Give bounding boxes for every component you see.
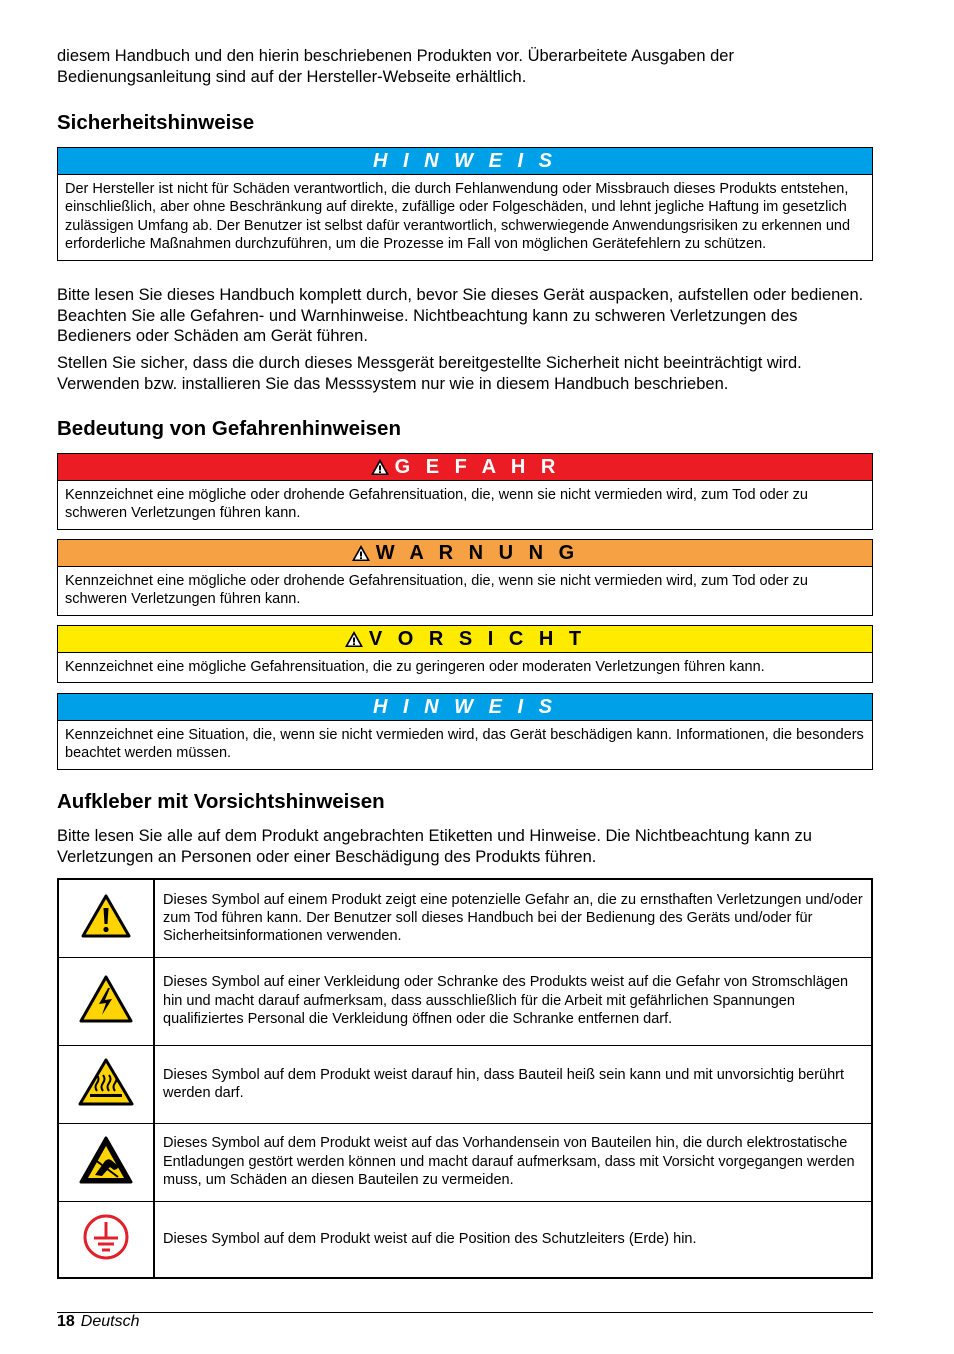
table-row bbox=[58, 1123, 872, 1201]
page-number: 18 bbox=[57, 1313, 75, 1330]
general-warning-icon bbox=[80, 893, 132, 939]
warning-triangle-icon bbox=[344, 630, 364, 648]
symbol-description: Dieses Symbol auf einer Verkleidung oder Schranke des Produkts weist auf die Gefahr von Stromschlägen hin und macht darauf aufmerksam, dass ausschließlich für die Arbeit mit gefährlichen Spannungen qualifiziertes Personal die Verkleidung öffnen oder die Schranke entfernen darf. bbox=[154, 957, 872, 1045]
footer-language: Deutsch bbox=[80, 1313, 140, 1330]
danger-box bbox=[57, 453, 873, 530]
danger-header bbox=[58, 454, 872, 481]
notice-header: H I N W E I S bbox=[58, 694, 872, 721]
symbol-cell bbox=[58, 1123, 154, 1201]
hot-surface-icon bbox=[77, 1057, 135, 1107]
notice-box-hinweis-1 bbox=[57, 147, 873, 261]
page-footer bbox=[57, 1313, 140, 1331]
paragraph-read-manual: Bitte lesen Sie dieses Handbuch komplett durch, bevor Sie dieses Gerät auspacken, aufstellen oder bedienen. Beachten Sie alle Gefahren- und Warnhinweise. Nichtbeachtung kann zu schweren Verletzungen des Bedieners oder Schäden am Gerät führen. bbox=[57, 286, 864, 345]
intro-paragraph: diesem Handbuch und den hierin beschriebenen Produkten vor. Überarbeitete Ausgaben der Bedienungsanleitung sind auf der Hersteller-Webseite erhältlich. bbox=[57, 47, 734, 86]
electric-shock-icon bbox=[78, 974, 134, 1024]
esd-icon bbox=[78, 1135, 134, 1185]
heading-sicherheitshinweise: Sicherheitshinweise bbox=[57, 111, 255, 134]
table-row bbox=[58, 1045, 872, 1123]
symbol-description: Dieses Symbol auf einem Produkt zeigt eine potenzielle Gefahr an, die zu ernsthaften Verletzungen und/oder zum Tod führen kann. Der Benutzer soll dieses Handbuch bei der Bedienung des Geräts und/oder für Sicherheitsinformationen verwenden. bbox=[154, 879, 872, 957]
paragraph-labels: Bitte lesen Sie alle auf dem Produkt angebrachten Etiketten und Hinweise. Die Nichtbeachtung kann zu Verletzungen an Personen oder einer Beschädigung des Produkts führen. bbox=[57, 827, 812, 866]
notice-box-hinweis-2 bbox=[57, 693, 873, 770]
danger-label: G E F A H R bbox=[394, 455, 561, 478]
notice-text: Der Hersteller ist nicht für Schäden verantwortlich, die durch Fehlanwendung oder Missbrauch dieses Produkts entstehen, einschließlich, aber ohne Beschränkung auf direkte, zufällige oder Folgeschäden, und lehnt jegliche Haftung im gesetzlich zulässigen Umfang ab. Der Benutzer ist selbst dafür verantwortlich, schwerwiegende Anwendungsrisiken zu erkennen und erforderliche Maßnahmen durchzuführen, um die Prozesse im Fall von möglichen Gerätefehlern zu schützen. bbox=[65, 181, 851, 253]
caution-text: Kennzeichnet eine mögliche Gefahrensituation, die zu geringeren oder moderaten Verletzungen führen kann. bbox=[65, 659, 765, 675]
table-row bbox=[58, 957, 872, 1045]
symbol-description: Dieses Symbol auf dem Produkt weist auf die Position des Schutzleiters (Erde) hin. bbox=[154, 1201, 872, 1278]
warning-text: Kennzeichnet eine mögliche oder drohende Gefahrensituation, die, wenn sie nicht vermieden wird, zum Tod oder zu schweren Verletzungen führen kann. bbox=[65, 573, 808, 608]
caution-box bbox=[57, 625, 873, 683]
caution-header bbox=[58, 626, 872, 653]
notice-header: H I N W E I S bbox=[58, 148, 872, 175]
table-row bbox=[58, 1201, 872, 1278]
table-row bbox=[58, 879, 872, 957]
warning-triangle-icon bbox=[351, 544, 371, 562]
symbol-description: Dieses Symbol auf dem Produkt weist auf das Vorhandensein von Bauteilen hin, die durch elektrostatische Entladungen gestört werden können und macht darauf aufmerksam, dass mit Vorsicht vorgegangen werden muss, um Schäden an diesen Bauteilen zu vermeiden. bbox=[154, 1123, 872, 1201]
danger-text: Kennzeichnet eine mögliche oder drohende Gefahrensituation, die, wenn sie nicht vermieden wird, zum Tod oder zu schweren Verletzungen führen kann. bbox=[65, 487, 808, 522]
symbol-cell bbox=[58, 1045, 154, 1123]
warning-box bbox=[57, 539, 873, 616]
heading-gefahrenhinweise: Bedeutung von Gefahrenhinweisen bbox=[57, 417, 401, 440]
warning-label: W A R N U N G bbox=[375, 541, 580, 564]
notice-text: Kennzeichnet eine Situation, die, wenn sie nicht vermieden wird, das Gerät beschädigen kann. Informationen, die besonders beachtet werden müssen. bbox=[65, 727, 864, 762]
warning-header bbox=[58, 540, 872, 567]
protective-earth-icon bbox=[82, 1213, 130, 1261]
warning-triangle-icon bbox=[370, 458, 390, 476]
symbols-table bbox=[57, 878, 873, 1279]
caution-label: V O R S I C H T bbox=[368, 627, 587, 650]
symbol-cell bbox=[58, 957, 154, 1045]
symbol-cell bbox=[58, 879, 154, 957]
heading-aufkleber: Aufkleber mit Vorsichtshinweisen bbox=[57, 790, 385, 813]
symbol-cell bbox=[58, 1201, 154, 1278]
symbol-description: Dieses Symbol auf dem Produkt weist darauf hin, dass Bauteil heiß sein kann und mit unvorsichtig berührt werden darf. bbox=[154, 1045, 872, 1123]
footer-divider bbox=[57, 1312, 873, 1313]
paragraph-safety: Stellen Sie sicher, dass die durch dieses Messgerät bereitgestellte Sicherheit nicht beeinträchtigt wird. Verwenden bzw. installieren Sie das Messsystem nur wie in diesem Handbuch beschrieben. bbox=[57, 354, 802, 393]
